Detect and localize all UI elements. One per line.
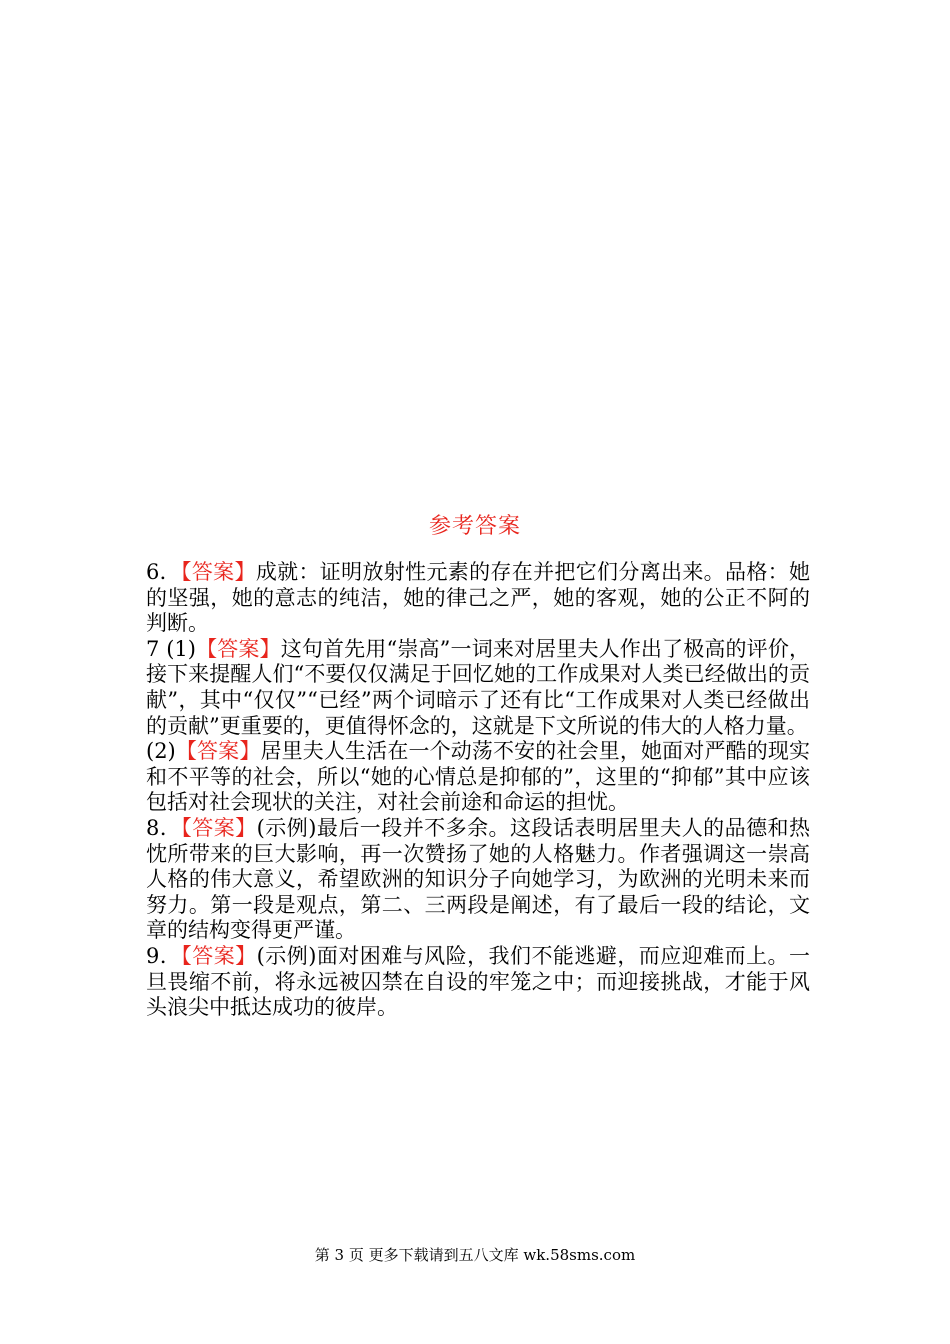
answer-7-2 — [146, 739, 810, 816]
answer-tag: 【答案】 — [181, 943, 257, 968]
answer-tag: 【答案】 — [181, 815, 257, 840]
answer-list — [146, 560, 810, 1021]
answer-text: (示例)最后一段并不多余。这段话表明居里夫人的品德和热忱所带来的巨大影响，再一次赞扬了她的人格魅力。作者强调这一崇高人格的伟大意义，希望欧洲的知识分子向她学习，为欧洲的光明未来而努力。第一段是观点，第二、三两段是阐述，有了最后一段的结论，文章的结构变得更严谨。 — [146, 815, 810, 943]
answer-text: 这句首先用“崇高”一词来对居里夫人作出了极高的评价，接下来提醒人们“不要仅仅满足于回忆她的工作成果对人类已经做出的贡献”，其中“仅仅”“已经”两个词暗示了还有比“工作成果对人类已经做出的贡献”更重要的，更值得怀念的，这就是下文所说的伟大的人格力量。 — [146, 636, 810, 738]
answer-tag: 【答案】 — [175, 739, 261, 764]
question-number: 6． — [146, 560, 182, 584]
answer-text: 居里夫人生活在一个动荡不安的社会里，她面对严酷的现实和不平等的社会，所以“她的心情总是抑郁的”，这里的“抑郁”其中应该包括对社会现状的关注，对社会前途和命运的担忧。 — [146, 739, 811, 815]
answer-6 — [146, 560, 810, 637]
answer-text: (示例)面对困难与风险，我们不能逃避，而应迎难而上。一旦畏缩不前，将永远被囚禁在自设的牢笼之中；而迎接挑战，才能于风头浪尖中抵达成功的彼岸。 — [146, 943, 810, 1020]
answer-tag: 【答案】 — [181, 560, 256, 584]
answer-9 — [146, 944, 810, 1021]
question-number: 8． — [146, 815, 182, 840]
section-title: 参考答案 — [428, 514, 521, 539]
question-number: (2) — [146, 739, 176, 764]
answer-8 — [146, 816, 810, 944]
answer-text: 成就：证明放射性元素的存在并把它们分离出来。品格：她的坚强，她的意志的纯洁，她的律己之严，她的客观，她的公正不阿的判断。 — [146, 560, 810, 636]
answer-7-1 — [146, 637, 810, 739]
question-number: 9． — [146, 943, 182, 968]
question-number: 7 (1) — [146, 636, 196, 661]
answer-tag: 【答案】 — [195, 636, 281, 661]
page-footer: 第 3 页 更多下载请到五八文库 wk.58sms.com — [314, 1246, 636, 1264]
